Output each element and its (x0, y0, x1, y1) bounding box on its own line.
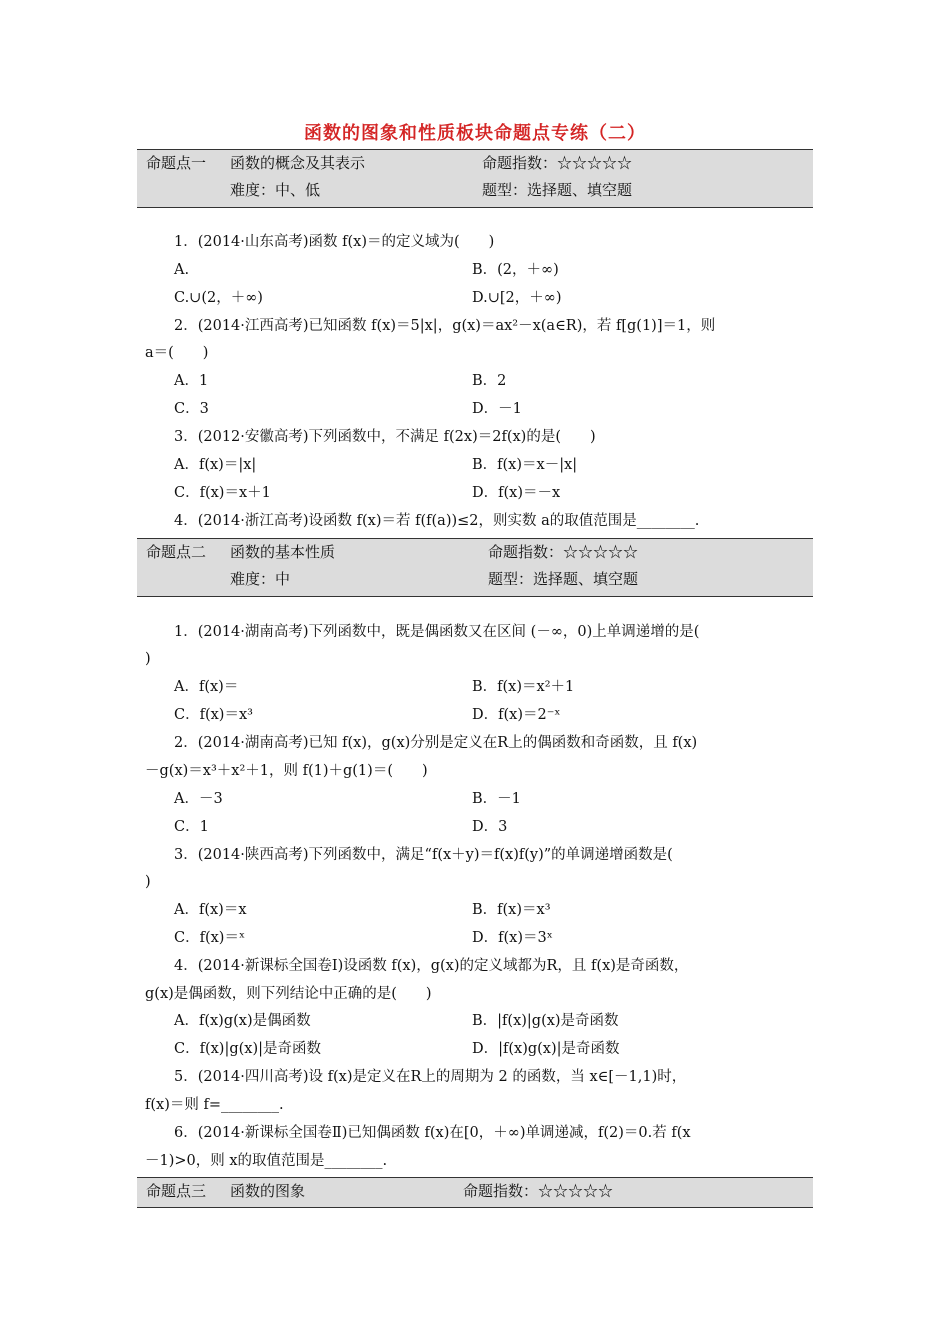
section-index: 命题指数：☆☆☆☆☆ (482, 154, 633, 172)
question-stem-cont: f(x)＝则 f=________. (145, 1097, 284, 1113)
option-d: D．f(x)＝2⁻ˣ (472, 707, 561, 723)
option-c: C．f(x)＝x＋1 (174, 485, 271, 501)
question-stem: 4．(2014·浙江高考)设函数 f(x)＝若 f(f(a))≤2，则实数 a的取值范围是________. (174, 513, 700, 529)
option-d: D．|f(x)g(x)|是奇函数 (472, 1041, 620, 1057)
option-a: A．f(x)＝|x| (174, 457, 257, 473)
question-stem-cont: g(x)是偶函数，则下列结论中正确的是( ) (145, 986, 432, 1002)
option-b: B．(2，＋∞) (472, 262, 559, 278)
option-c: C.∪(2，＋∞) (174, 290, 263, 306)
section-topic: 函数的基本性质 (230, 543, 336, 561)
question-stem: 2．(2014·湖南高考)已知 f(x)，g(x)分别是定义在R上的偶函数和奇函数，且 f(x) (174, 735, 698, 751)
question-stem: 1．(2014·湖南高考)下列函数中，既是偶函数又在区间 (－∞，0)上单调递增的是( (174, 624, 700, 640)
question-stem: 5．(2014·四川高考)设 f(x)是定义在R上的周期为 2 的函数，当 x∈[－1,1)时， (174, 1069, 687, 1085)
section-name: 命题点二 (146, 543, 207, 561)
option-a: A. (174, 262, 190, 278)
section-topic: 函数的图象 (230, 1182, 306, 1200)
option-b: B．－1 (472, 791, 521, 807)
section-topic: 函数的概念及其表示 (230, 154, 366, 172)
question-stem-cont: －1)>0，则 x的取值范围是________. (145, 1153, 388, 1169)
section-question-type: 题型：选择题、填空题 (488, 570, 639, 588)
question-stem-cont: ) (145, 651, 151, 667)
option-b: B．f(x)＝x³ (472, 902, 551, 918)
option-b: B．|f(x)|g(x)是奇函数 (472, 1013, 619, 1029)
section-index: 命题指数：☆☆☆☆☆ (488, 543, 639, 561)
option-d: D．f(x)＝－x (472, 485, 561, 501)
option-b: B．f(x)＝x²＋1 (472, 679, 575, 695)
question-stem-cont: －g(x)＝x³＋x²＋1，则 f(1)＋g(1)＝( ) (145, 763, 428, 779)
question-stem: 1．(2014·山东高考)函数 f(x)＝的定义域为( ) (174, 234, 495, 250)
option-c: C．1 (174, 819, 209, 835)
option-d: D．3 (472, 819, 508, 835)
option-c: C．f(x)＝x³ (174, 707, 253, 723)
option-a: A．f(x)＝ (174, 679, 239, 695)
page-title: 函数的图象和性质板块命题点专练（二） (304, 123, 646, 144)
section-index: 命题指数：☆☆☆☆☆ (463, 1182, 614, 1200)
section-header-1 (137, 149, 813, 208)
option-c: C．3 (174, 401, 209, 417)
option-b: B．f(x)＝x－|x| (472, 457, 578, 473)
section-header-3 (137, 1177, 813, 1208)
option-a: A．－3 (174, 791, 223, 807)
question-stem-cont: a＝( ) (145, 345, 209, 361)
section-question-type: 题型：选择题、填空题 (482, 181, 633, 199)
option-a: A．f(x)g(x)是偶函数 (174, 1013, 311, 1029)
question-stem: 6．(2014·新课标全国卷Ⅱ)已知偶函数 f(x)在[0，＋∞)单调递减，f(2)＝0.若 f(x (174, 1125, 691, 1141)
option-c: C．f(x)|g(x)|是奇函数 (174, 1041, 321, 1057)
question-stem: 2．(2014·江西高考)已知函数 f(x)＝5|x|，g(x)＝ax²－x(a∈R)，若 f[g(1)]＝1，则 (174, 318, 716, 334)
option-d: D．f(x)＝3ˣ (472, 930, 553, 946)
question-stem-cont: ) (145, 874, 151, 890)
section-difficulty: 难度：中 (230, 570, 291, 588)
option-b: B．2 (472, 373, 507, 389)
question-stem: 3．(2012·安徽高考)下列函数中，不满足 f(2x)＝2f(x)的是( ) (174, 429, 596, 445)
option-a: A．1 (174, 373, 209, 389)
question-stem: 3．(2014·陕西高考)下列函数中，满足“f(x＋y)＝f(x)f(y)”的单调递增函数是( (174, 847, 673, 863)
option-d: D．－1 (472, 401, 522, 417)
section-header-2 (137, 538, 813, 597)
section-name: 命题点一 (146, 154, 207, 172)
option-d: D.∪[2，＋∞) (472, 290, 562, 306)
option-c: C．f(x)＝ˣ (174, 930, 246, 946)
option-a: A．f(x)＝x (174, 902, 247, 918)
section-difficulty: 难度：中、低 (230, 181, 321, 199)
question-stem: 4．(2014·新课标全国卷Ⅰ)设函数 f(x)，g(x)的定义域都为R，且 f(x)是奇函数， (174, 958, 689, 974)
section-name: 命题点三 (146, 1182, 207, 1200)
